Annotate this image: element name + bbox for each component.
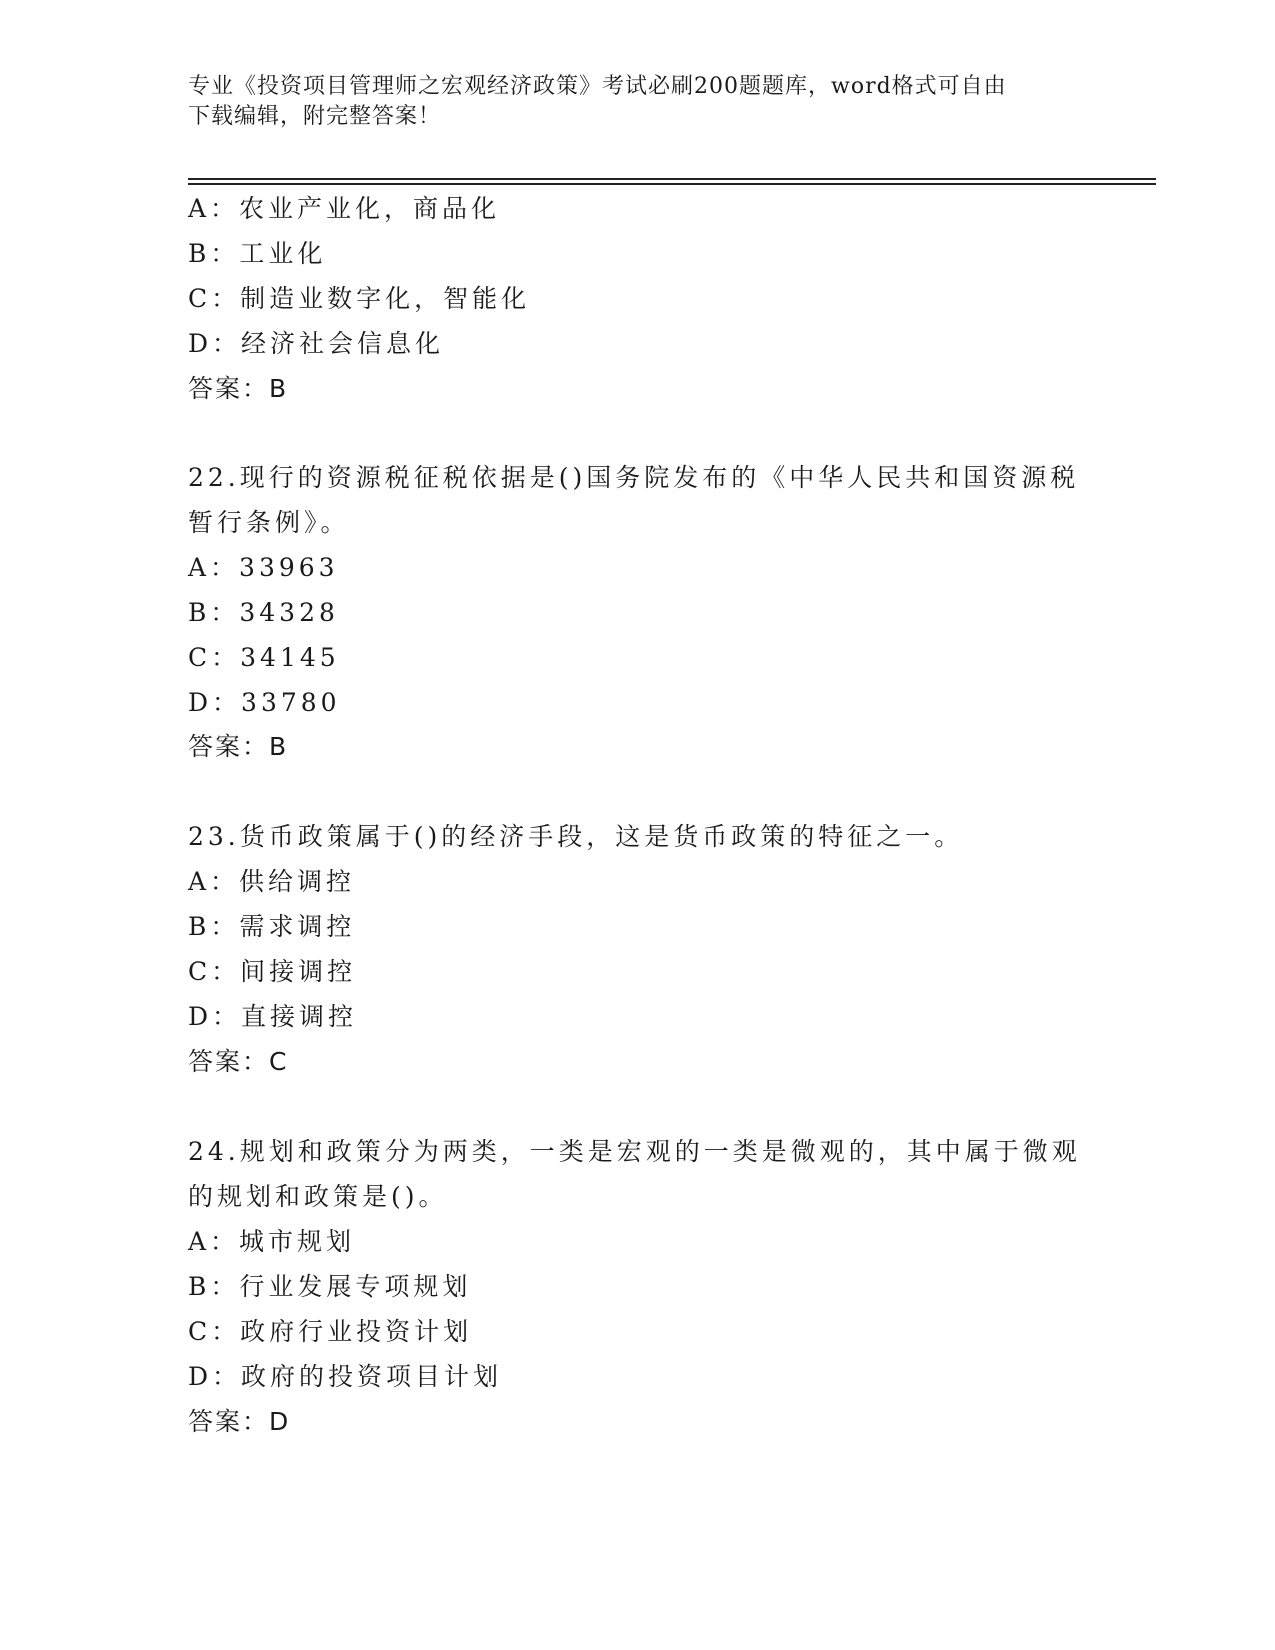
header-line-2: 下载编辑，附完整答案！ bbox=[188, 104, 442, 129]
q21-option-d: D：经济社会信息化 bbox=[188, 329, 445, 358]
q23-answer: 答案：C bbox=[188, 1047, 289, 1076]
q21-option-c: C：制造业数字化，智能化 bbox=[188, 284, 531, 313]
q22-stem-line-1: 22.现行的资源税征税依据是()国务院发布的《中华人民共和国资源税 bbox=[188, 463, 1080, 492]
q24-option-b: B：行业发展专项规划 bbox=[188, 1272, 472, 1301]
q21-answer: 答案：B bbox=[188, 374, 289, 403]
document-header bbox=[188, 72, 1078, 132]
q24-stem-line-2: 的规划和政策是()。 bbox=[188, 1182, 448, 1211]
q24-option-d: D：政府的投资项目计划 bbox=[188, 1362, 503, 1391]
q24-answer: 答案：D bbox=[188, 1407, 291, 1436]
q21-option-a: A：农业产业化，商品化 bbox=[188, 194, 501, 223]
q23-option-b: B：需求调控 bbox=[188, 912, 356, 941]
q23-option-d: D：直接调控 bbox=[188, 1002, 358, 1031]
q24-option-c: C：政府行业投资计划 bbox=[188, 1317, 473, 1346]
q22-stem-line-2: 暂行条例》。 bbox=[188, 508, 350, 537]
q21-option-b: B：工业化 bbox=[188, 239, 327, 268]
q23-stem-line-1: 23.货币政策属于()的经济手段，这是货币政策的特征之一。 bbox=[188, 822, 964, 851]
header-line-1: 专业《投资项目管理师之宏观经济政策》考试必刷200题题库，word格式可自由 bbox=[188, 74, 1007, 99]
q22-option-d: D：33780 bbox=[188, 688, 341, 717]
q24-stem-line-1: 24.规划和政策分为两类，一类是宏观的一类是微观的，其中属于微观 bbox=[188, 1137, 1081, 1166]
q22-option-b: B：34328 bbox=[188, 598, 339, 627]
header-rule-bottom bbox=[188, 183, 1156, 185]
q22-option-a: A：33963 bbox=[188, 553, 339, 582]
q22-answer: 答案：B bbox=[188, 732, 289, 761]
q24-option-a: A：城市规划 bbox=[188, 1227, 356, 1256]
q23-option-a: A：供给调控 bbox=[188, 867, 356, 896]
q22-option-c: C：34145 bbox=[188, 643, 340, 672]
q23-option-c: C：间接调控 bbox=[188, 957, 357, 986]
header-rule-top bbox=[188, 178, 1156, 180]
